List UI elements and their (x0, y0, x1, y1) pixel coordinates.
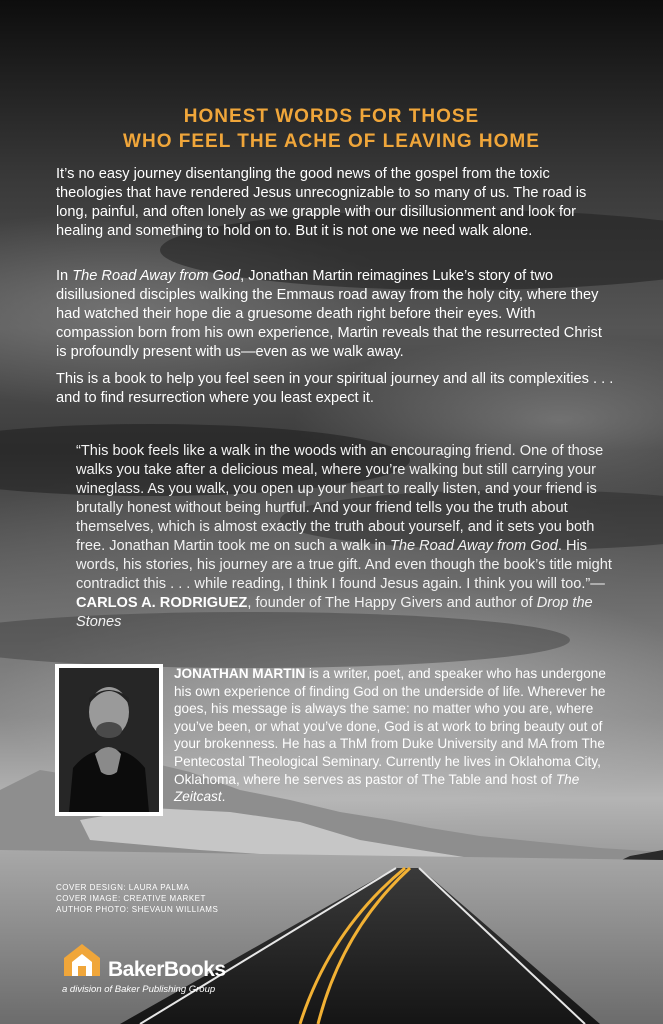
author-podcast: The Zeitcast (174, 771, 580, 805)
credit-author-photo: AUTHOR PHOTO: SHEVAUN WILLIAMS (56, 905, 219, 914)
credit-cover-design: COVER DESIGN: LAURA PALMA (56, 883, 190, 892)
author-name: JONATHAN MARTIN (174, 666, 306, 681)
quote-text-b: . His words, his stories, his journey are a true gift. And even though the book’s title might contradict this . . . while reading, I think I found Jesus again. I think you will too.”— (76, 538, 612, 592)
headline-line-1: HONEST WORDS FOR THOSE (183, 106, 480, 127)
endorser-name: CARLOS A. RODRIGUEZ (76, 595, 248, 611)
endorsement-quote (76, 442, 621, 632)
cover-credits (56, 882, 296, 915)
endorser-book: Drop the Stones (76, 595, 593, 630)
description-paragraph-2 (56, 267, 616, 362)
publisher-name: BakerBooks (108, 958, 226, 981)
description-paragraph-3: This is a book to help you feel seen in your spiritual journey and all its complexities . . . and to find resurrection where you least expect it. (56, 371, 614, 406)
headline (0, 104, 663, 154)
author-bio (174, 665, 624, 806)
description-paragraph-1: It’s no easy journey disentangling the good news of the gospel from the toxic theologies that have rendered Jesus unrecognizable to so many of us. The road is long, painful, and often lonely as we grapple with our disillusionment and look for healing and something to hold on to. But it is not one we need walk alone. (56, 166, 587, 239)
quote-book-title: The Road Away from God (389, 538, 558, 554)
credit-cover-image: COVER IMAGE: CREATIVE MARKET (56, 894, 206, 903)
headline-line-2: WHO FEEL THE ACHE OF LEAVING HOME (123, 131, 540, 152)
author-bio-text: is a writer, poet, and speaker who has undergone his own experience of finding God on the underside of life. Wherever he goes, his message is always the same: no matter who you are, where you’ve been, or what you’ve done, God is at work to bring beauty out of your brokenness. He has a ThM from Duke University and MA from The Pentecostal Theological Seminary. Currently he lives in Oklahoma City, Oklahoma, where he serves as pastor of The Table and host of (174, 666, 606, 787)
baker-books-house-icon (60, 940, 106, 980)
publisher-tagline: a division of Baker Publishing Group (62, 984, 216, 995)
p2-body: , Jonathan Martin reimagines Luke’s story of two disillusioned disciples walking the Emmaus road away from the holy city, where they had watched their hope die a gruesome death right before their eyes. With compassion born from his own experience, Martin reveals that the resurrected Christ is profoundly present with us—even as we walk away. (56, 268, 602, 360)
author-bio-end: . (221, 789, 226, 805)
p2-book-title: The Road Away from God (72, 268, 241, 284)
author-portrait-icon (59, 668, 159, 812)
quote-text-a: “This book feels like a walk in the woods with an encouraging friend. One of those walks you take after a delicious meal, where you’re walking but still carrying your wineglass. As you walk, you open up your heart to really listen, and your friend is brutally honest without being hurtful. And your friend tells you the truth about themselves, which is almost exactly the truth about yourself, and it sets you both free. Jonathan Martin took me on such a walk in (76, 443, 604, 554)
author-photo (55, 664, 163, 816)
publisher-logo (60, 940, 300, 1000)
p2-intro: In (56, 268, 73, 284)
endorser-role: , founder of The Happy Givers and author of (247, 595, 537, 611)
